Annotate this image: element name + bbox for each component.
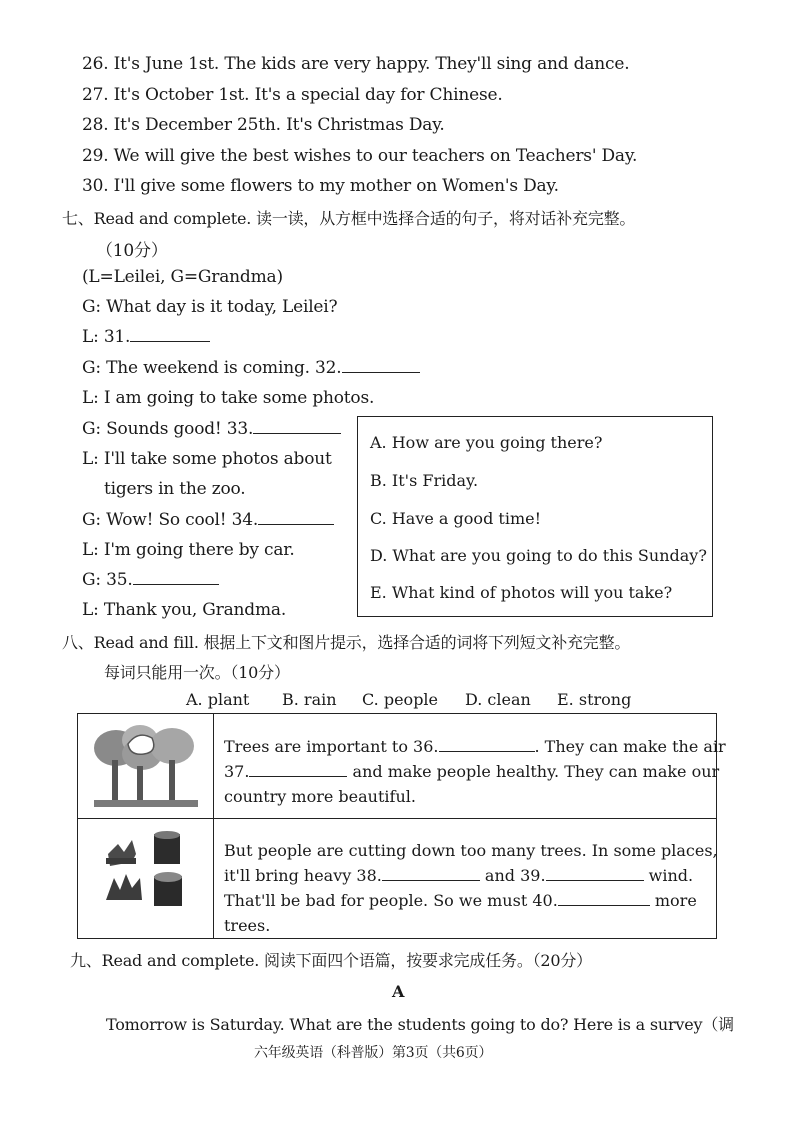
word-b: B. rain [282, 690, 337, 709]
passage-text: That'll be bad for people. So we must 40. [224, 891, 558, 910]
passage-text: and 39. [484, 866, 546, 885]
sentence-26: 26. It's June 1st. The kids are very happy. They'll sing and dance. [82, 54, 630, 74]
section8-heading: 八、Read and fill. 根据上下文和图片提示，选择合适的词将下列短文补充完整。 [62, 633, 631, 652]
dialogue-line-31 [82, 327, 210, 347]
answer-blank-39[interactable] [546, 866, 644, 881]
dialogue-text: G: Wow! So cool! 34. [82, 510, 259, 530]
answer-blank-37[interactable] [249, 762, 347, 777]
dialogue-line: tigers in the zoo. [104, 479, 246, 499]
dialogue-line: L: I'll take some photos about [82, 449, 332, 469]
word-d: D. clean [465, 690, 531, 709]
page-footer: 六年级英语（科普版）第3页（共6页） [254, 1045, 493, 1061]
section9-heading: 九、Read and complete. 阅读下面四个语篇，按要求完成任务。（20分） [70, 951, 592, 970]
sentence-27: 27. It's October 1st. It's a special day for Chinese. [82, 85, 503, 105]
dialogue-text: G: Sounds good! 33. [82, 419, 254, 439]
section9-sub: A [392, 982, 405, 1001]
table-divider [213, 714, 214, 938]
passage-table [77, 713, 726, 939]
passage-text: wind. [648, 866, 694, 885]
stumps-illustration [102, 828, 194, 912]
passage-row-2 [224, 838, 718, 938]
option-a: A. How are you going there? [370, 433, 603, 452]
table-divider [78, 818, 716, 819]
passage-text: trees. [224, 916, 271, 935]
word-e: E. strong [557, 690, 632, 709]
passage-text: . They can make the air [534, 737, 726, 756]
passage-row-1 [224, 734, 726, 809]
dialogue-line: L: I'm going there by car. [82, 540, 295, 560]
section7-legend: (L=Leilei, G=Grandma) [82, 267, 283, 287]
option-d: D. What are you going to do this Sunday? [370, 546, 707, 565]
word-a: A. plant [186, 690, 250, 709]
dialogue-line: G: What day is it today, Leilei? [82, 297, 338, 317]
dialogue-line: L: Thank you, Grandma. [82, 600, 287, 620]
sentence-29: 29. We will give the best wishes to our teachers on Teachers' Day. [82, 146, 638, 166]
dialogue-line-35 [82, 570, 219, 590]
dialogue-line: L: I am going to take some photos. [82, 388, 375, 408]
word-c: C. people [362, 690, 439, 709]
dialogue-line-33 [82, 419, 341, 439]
option-b: B. It's Friday. [370, 471, 479, 490]
answer-blank-35[interactable] [133, 570, 219, 585]
option-c: C. Have a good time! [370, 509, 542, 528]
dialogue-text: G: The weekend is coming. 32. [82, 358, 342, 378]
answer-blank-36[interactable] [439, 737, 535, 752]
answer-blank-38[interactable] [382, 866, 480, 881]
answer-blank-32[interactable] [342, 358, 420, 373]
answer-blank-40[interactable] [558, 891, 650, 906]
passage-text: more [654, 891, 697, 910]
answer-blank-33[interactable] [253, 419, 341, 434]
passage-text: But people are cutting down too many trees. In some places, [224, 841, 718, 860]
answer-blank-31[interactable] [130, 327, 210, 342]
dialogue-text: L: 31. [82, 327, 131, 347]
passage-text: and make people healthy. They can make our [352, 762, 720, 781]
section9-intro: Tomorrow is Saturday. What are the students going to do? Here is a survey（调 [106, 1015, 734, 1034]
answer-blank-34[interactable] [258, 510, 334, 525]
trees-illustration [90, 722, 202, 814]
dialogue-text: G: 35. [82, 570, 133, 590]
sentence-28: 28. It's December 25th. It's Christmas Day. [82, 115, 445, 135]
passage-text: 37. [224, 762, 250, 781]
passage-text: Trees are important to 36. [224, 737, 439, 756]
sentence-30: 30. I'll give some flowers to my mother on Women's Day. [82, 176, 559, 196]
options-box [357, 416, 713, 617]
passage-text: country more beautiful. [224, 787, 416, 806]
dialogue-line-32 [82, 358, 420, 378]
section7-heading: 七、Read and complete. 读一读，从方框中选择合适的句子，将对话补充完整。 [62, 209, 636, 228]
option-e: E. What kind of photos will you take? [370, 583, 673, 602]
section7-score: （10分） [96, 241, 168, 261]
dialogue-line-34 [82, 510, 334, 530]
passage-text: it'll bring heavy 38. [224, 866, 382, 885]
section8-heading2: 每词只能用一次。（10分） [104, 663, 290, 682]
